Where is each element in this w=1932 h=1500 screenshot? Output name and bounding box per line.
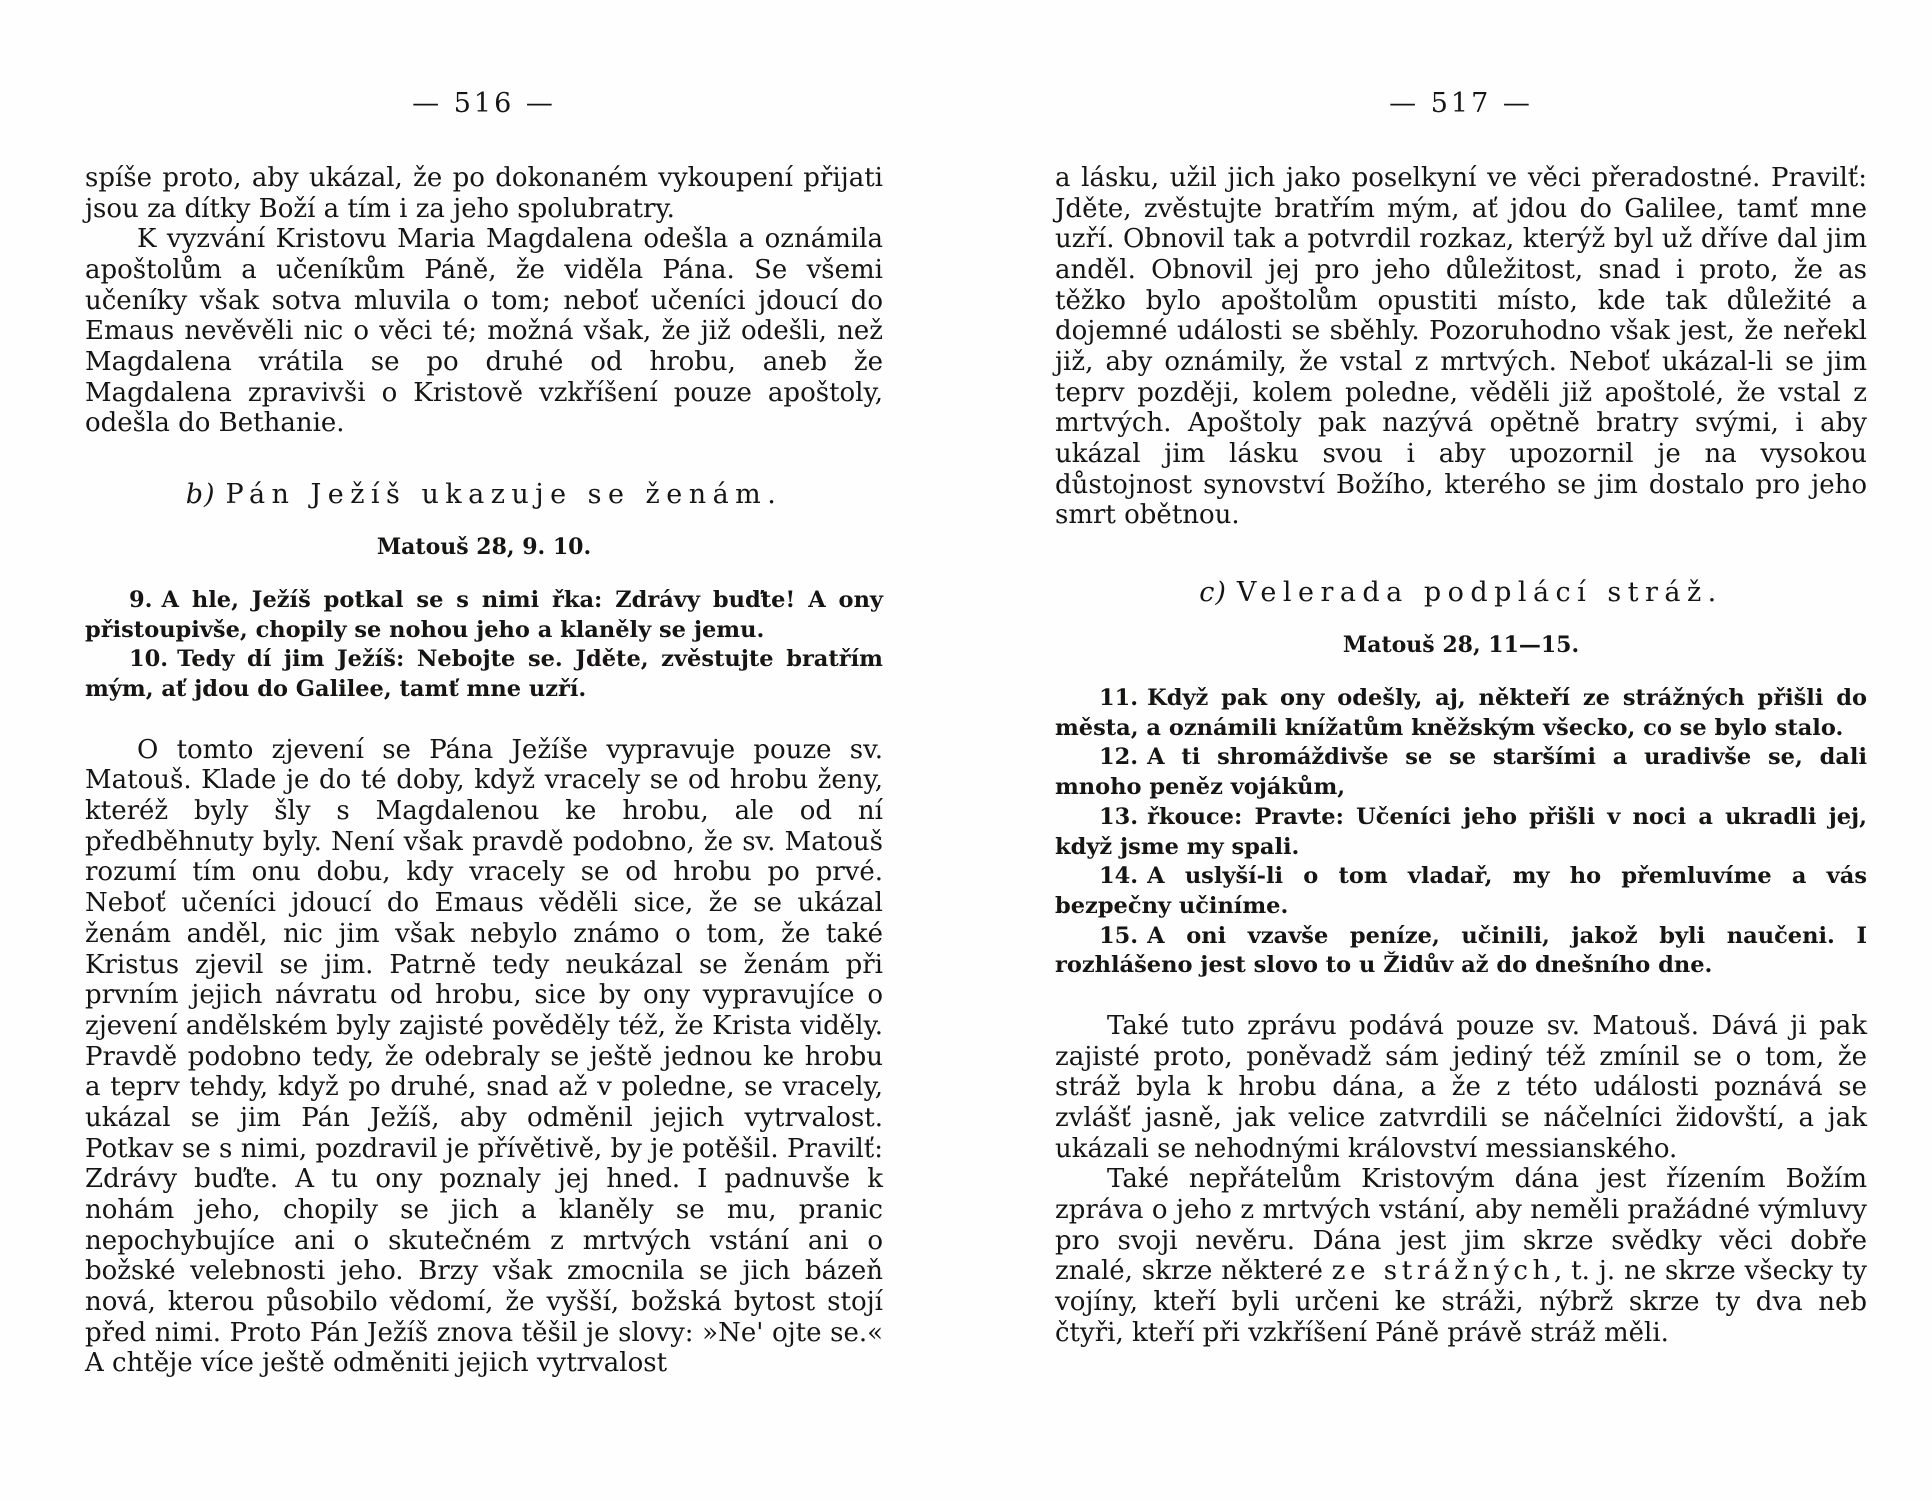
section-title: Pán Ježíš ukazuje se ženám. [225,479,783,511]
verse-text: Když pak ony odešly, aj, někteří ze strážných přišli do města, a oznámili knížatům kněžským všecko, co se bylo stalo. [1055,685,1867,741]
section-heading-b [85,479,883,510]
verse-number: 15. [1099,922,1139,949]
commentary-paragraph: O tomto zjevení se Pána Ježíše vypravuje pouze sv. Matouš. Klade je do té doby, když vracely se od hrobu ženy, kteréž byly šly s Magdalenou ke hrobu, ale od ní předběhnuty byly. Není však pravdě podobno, že sv. Matouš rozumí tím onu dobu, kdy vracely se od hrobu po prvé. Neboť učeníci jdoucí do Emaus věděli sice, že se ukázal ženám anděl, nic jim však nebylo známo o tom, že také Kristus zjevil se jim. Patrně tedy neukázal se ženám při prvním jejich návratu od hrobu, sice by ony vypravujíce o zjevení andělském byly zajisté pověděly též, že Krista viděly. Pravdě podobno tedy, že odebraly se ještě jednou ke hrobu a teprv tehdy, když po druhé, snad až v poledne, se vracely, ukázal se jim Pán Ježíš, aby odměnil jejich vytrvalost. Potkav se s nimi, pozdravil je přívětivě, by je potěšil. Pravilť: Zdrávy buďte. A tu ony poznaly jej hned. I padnuvše k nohám jeho, chopily se jich a klaněly se mu, pranic nepochybujíce ani o skutečném z mrtvých vstání ani o božské velebnosti jeho. Brzy však zmocnila se jich bázeň nová, kterou působilo vědomí, že vyšší, božská bytost stojí před nimi. Proto Pán Ježíš znova těšil je slovy: »Ne' ojte se.« A chtěje více ještě odměniti jejich vytrvalost [85,734,883,1379]
page-number-right: — 517 — [1389,88,1533,119]
verse-text: A oni vzavše peníze, učinili, jakož byli naučeni. I rozhlášeno jest slovo to u Židův až do dnešního dne. [1055,922,1867,979]
page-left [85,0,883,1379]
commentary-text-before: Také nepřátelům Kristovým dána jest řízením Božím zpráva o jeho z mrtvých vstání, aby neměli pražádné výmluvy pro svoji nevěru. Dána jest jim skrze svědky věci dobře znalé, skrze některé [1055,1164,1867,1287]
page-right [1055,0,1867,1348]
verse-11 [1055,684,1867,743]
commentary-text-after: , t. j. ne skrze všecky ty vojíny, kteří byli určeni ke stráži, nýbrž skrze ty dva neb čtyři, kteří při vzkříšení Páně právě stráž měli. [1055,1256,1867,1348]
commentary-paragraph: Také tuto zprávu podává pouze sv. Matouš. Dává ji pak zajisté proto, poněvadž sám jediný též zmínil se o tom, že stráž byla k hrobu dána, a že z této události poznává se zvlášť jasně, jak velice zatvrdili se náčelníci židovští, a jak ukázali se nehodnými království messianského. [1055,1010,1867,1164]
emphasized-phrase: ze strážných [1331,1256,1555,1287]
section-marker: c) [1199,577,1227,609]
verse-14 [1055,862,1867,921]
scripture-reference: Matouš 28, 9. 10. [376,534,592,561]
verse-text: řkouce: Pravte: Učeníci jeho přišli v noci a ukradli jej, když jsme my spali. [1055,803,1867,860]
scripture-reference: Matouš 28, 11—15. [1342,632,1580,659]
paragraph-continuation-right: a lásku, užil jich jako poselkyní ve věci přeradostné. Pravilť: Jděte, zvěstujte bratřím mým, ať jdou do Galilee, tamť mne uzří. Obnovil tak a potvrdil rozkaz, kterýž byl už dříve dal jim anděl. Obnovil jej pro jeho důležitost, snad i proto, že as těžko bylo apoštolům opustiti místo, kde tak důležité a dojemné události se sběhly. Pozoruhodno však jest, že neřekl již, aby oznámily, že vstal z mrtvých. Neboť ukázal-li se jim teprv později, kolem poledne, věděli již apoštolé, že vstal z mrtvých. Apoštoly pak nazývá opětně bratry svými, i aby ukázal jim lásku svou i aby upozornil je na vysokou důstojnost synovství Božího, kterého se jim dostalo pro jeho smrt obětnou. [1055,163,1867,531]
section-marker: b) [185,479,216,511]
verse-number: 12. [1099,744,1139,771]
verse-10 [85,645,883,704]
verse-15 [1055,922,1867,981]
verse-text: A uslyší-li o tom vladař, my ho přemluvíme a vás bezpečny učiníme. [1055,863,1867,919]
verse-13 [1055,803,1867,862]
verse-number: 11. [1099,685,1139,712]
paragraph-magdalena: K vyzvání Kristovu Maria Magdalena odešla a oznámila apoštolům a učeníkům Páně, že viděla Pána. Se všemi učeníky však sotva mluvila o tom; neboť učeníci jdoucí do Emaus nevěvěli nic o věci té; možná však, že již odešli, než Magdalena vrátila se po druhé od hrobu, aneb že Magdalena zpravivši o Kristově vzkříšení pouze apoštoly, odešla do Bethanie. [85,224,883,439]
verse-number: 13. [1099,803,1139,830]
paragraph-continuation-left: spíše proto, aby ukázal, že po dokonaném vykoupení přijati jsou za dítky Boží a tím i za jeho spolubratry. [85,163,883,224]
verse-block [85,586,883,705]
verse-block [1055,684,1867,981]
verse-text: A hle, Ježíš potkal se s nimi řka: Zdrávy buďte! A ony přistoupivše, chopily se nohou jeho a klaněly se jemu. [85,587,883,643]
verse-12 [1055,743,1867,802]
verse-number: 9. [129,587,153,614]
commentary-paragraph [1055,1164,1867,1348]
verse-number: 10. [129,646,169,673]
verse-9 [85,586,883,645]
section-heading-c [1055,577,1867,608]
verse-number: 14. [1099,863,1139,890]
section-title: Velerada podplácí stráž. [1236,577,1723,609]
verse-text: A ti shromáždivše se se staršími a uradivše se, dali mnoho peněz vojákům, [1055,744,1867,801]
page-number-left: — 516 — [412,88,556,119]
verse-text: Tedy dí jim Ježíš: Nebojte se. Jděte, zvěstujte bratřím mým, ať jdou do Galilee, tamť mne uzří. [85,646,883,703]
